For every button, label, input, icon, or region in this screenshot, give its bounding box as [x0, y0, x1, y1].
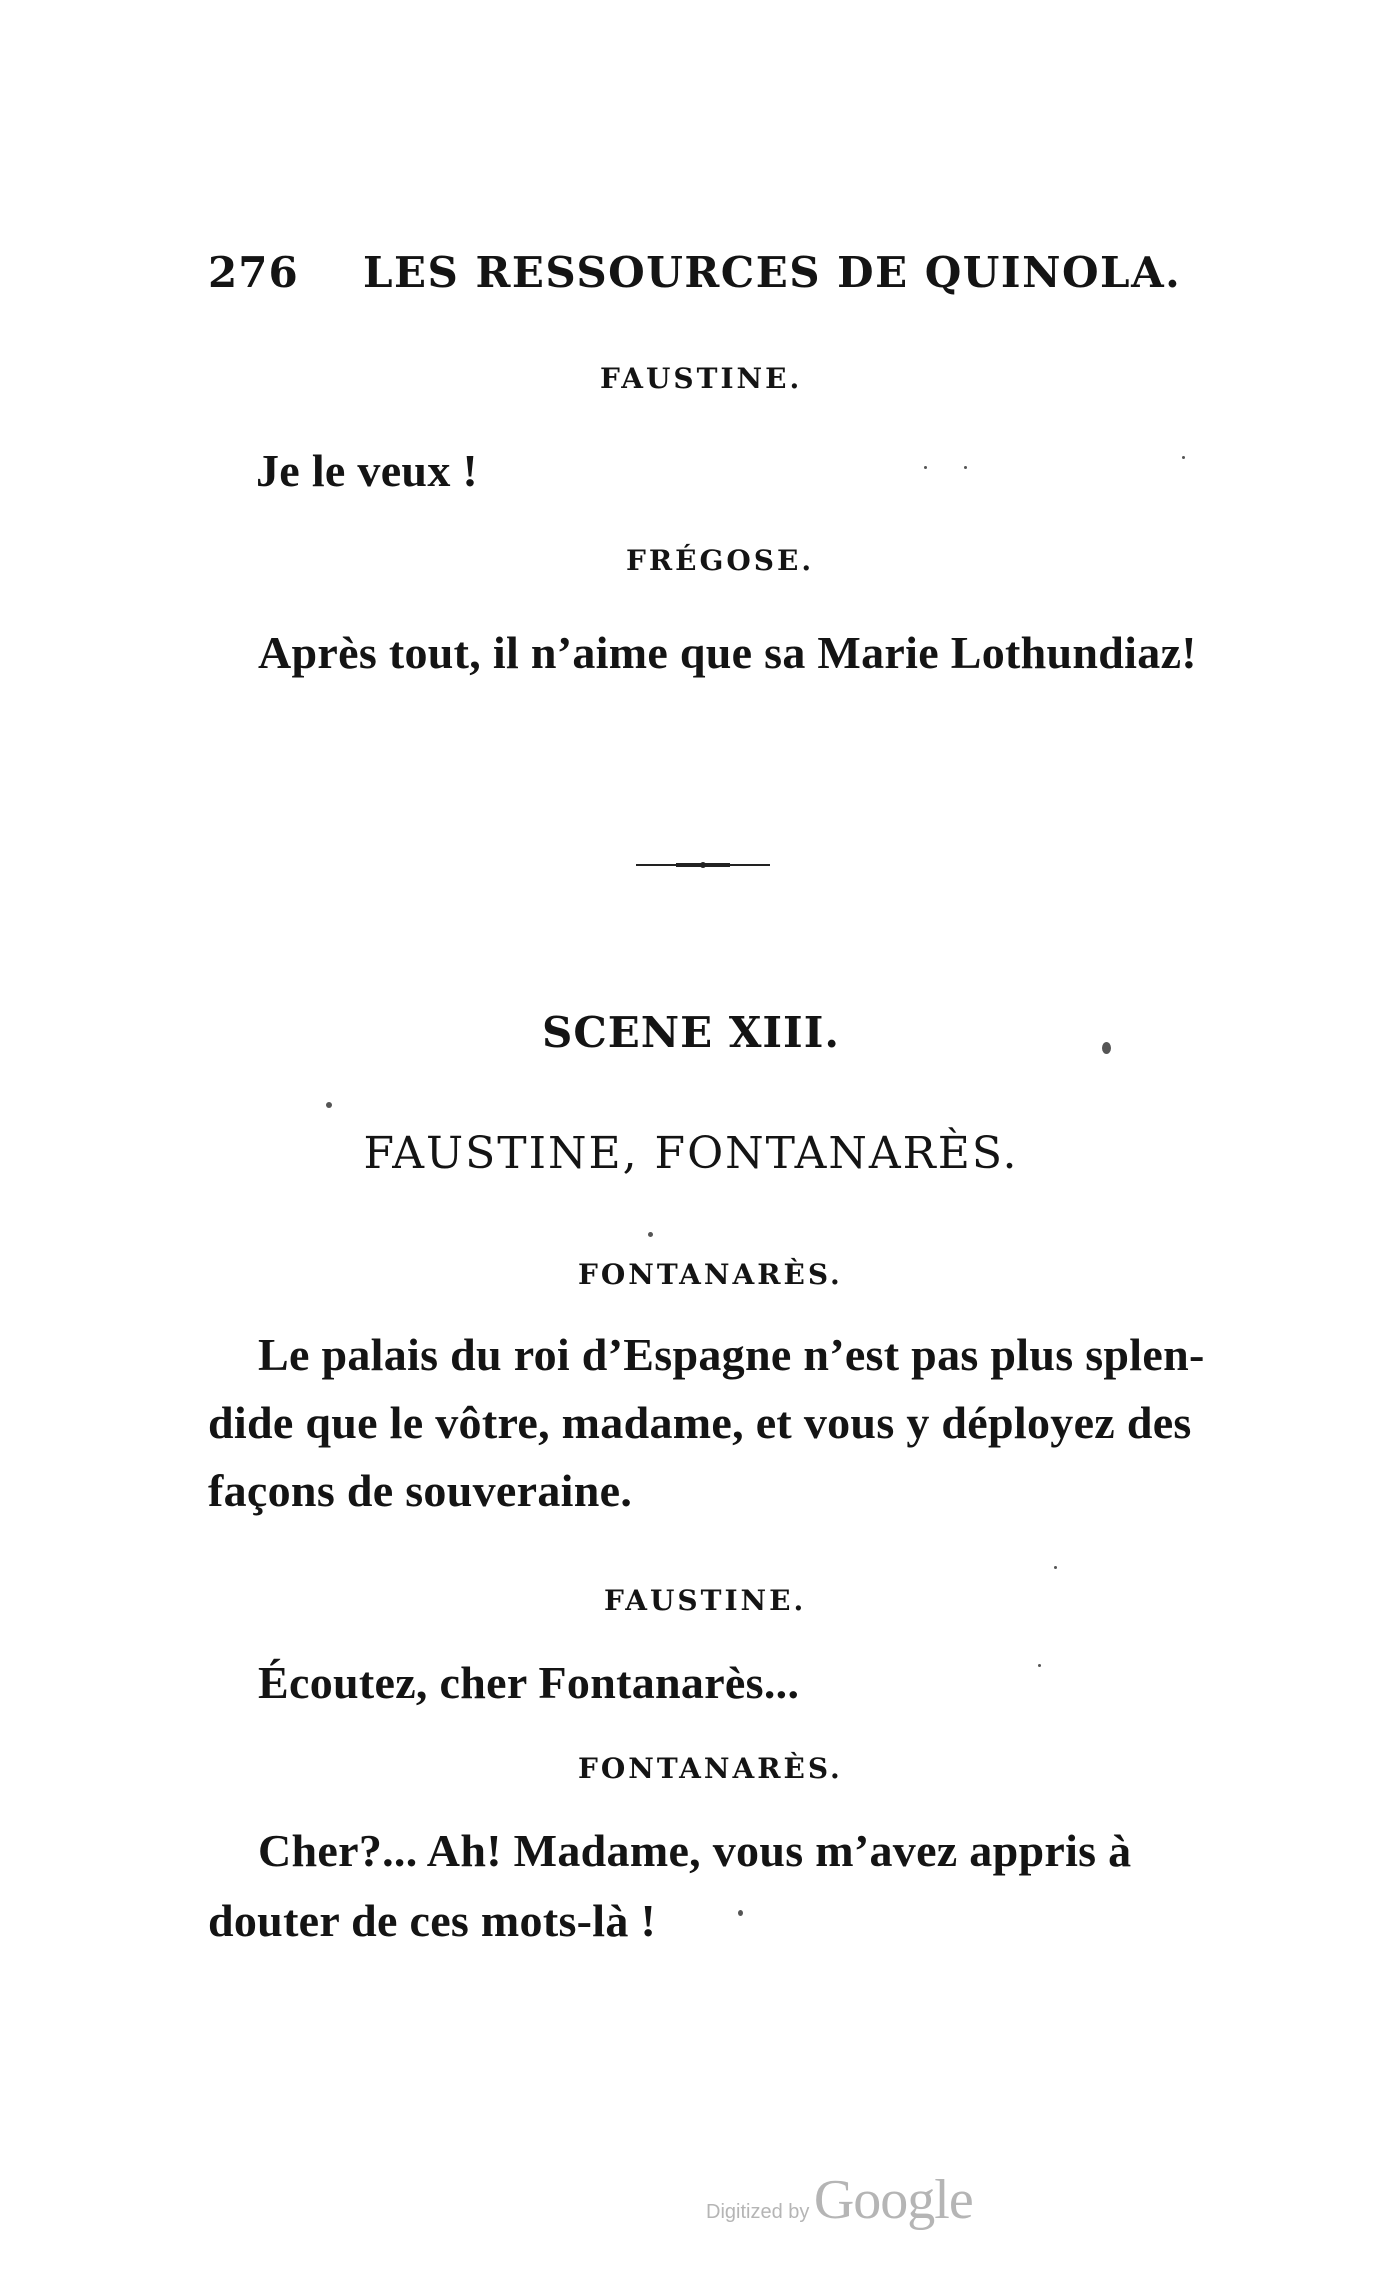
speaker-fontanares-1: FONTANARÈS.	[578, 1258, 843, 1291]
dialogue-line-3a: Le palais du roi d’Espagne n’est pas plus splen-	[258, 1329, 1205, 1380]
running-title: LES RESSOURCES DE QUINOLA.	[363, 248, 1182, 297]
dialogue-line-1: Je le veux !	[256, 445, 479, 496]
scan-speck	[1182, 456, 1185, 459]
dialogue-line-3c: façons de souveraine.	[208, 1465, 633, 1516]
scan-speck	[964, 466, 967, 469]
speaker-faustine-1: FAUSTINE.	[600, 362, 803, 395]
dialogue-line-5a: Cher?... Ah! Madame, vous m’avez appris à	[258, 1825, 1132, 1876]
scan-speck	[1102, 1042, 1111, 1054]
speaker-fregose: FRÉGOSE.	[626, 544, 815, 577]
scene-heading: SCENE XIII.	[542, 1008, 840, 1057]
digitized-by-google-watermark	[706, 2168, 973, 2232]
dialogue-line-3b: dide que le vôtre, madame, et vous y déployez des	[208, 1397, 1192, 1448]
scan-speck	[1054, 1566, 1057, 1569]
dialogue-line-2: Après tout, il n’aime que sa Marie Lothundiaz!	[258, 627, 1197, 678]
dialogue-line-5b: douter de ces mots-là !	[208, 1895, 657, 1946]
dialogue-line-4: Écoutez, cher Fontanarès...	[258, 1657, 800, 1708]
watermark-prefix: Digitized by	[706, 2201, 810, 2223]
scan-speck	[924, 466, 927, 469]
watermark-brand: Google	[813, 2169, 973, 2231]
scan-speck	[648, 1232, 653, 1237]
scan-speck	[1038, 1664, 1041, 1667]
scene-cast: FAUSTINE, FONTANARÈS.	[363, 1128, 1019, 1179]
page-number: 276	[208, 248, 299, 297]
ornamental-rule	[636, 862, 770, 868]
scan-speck	[738, 1910, 743, 1916]
speaker-faustine-2: FAUSTINE.	[604, 1584, 807, 1617]
speaker-fontanares-2: FONTANARÈS.	[578, 1752, 843, 1785]
scan-speck	[326, 1102, 332, 1108]
